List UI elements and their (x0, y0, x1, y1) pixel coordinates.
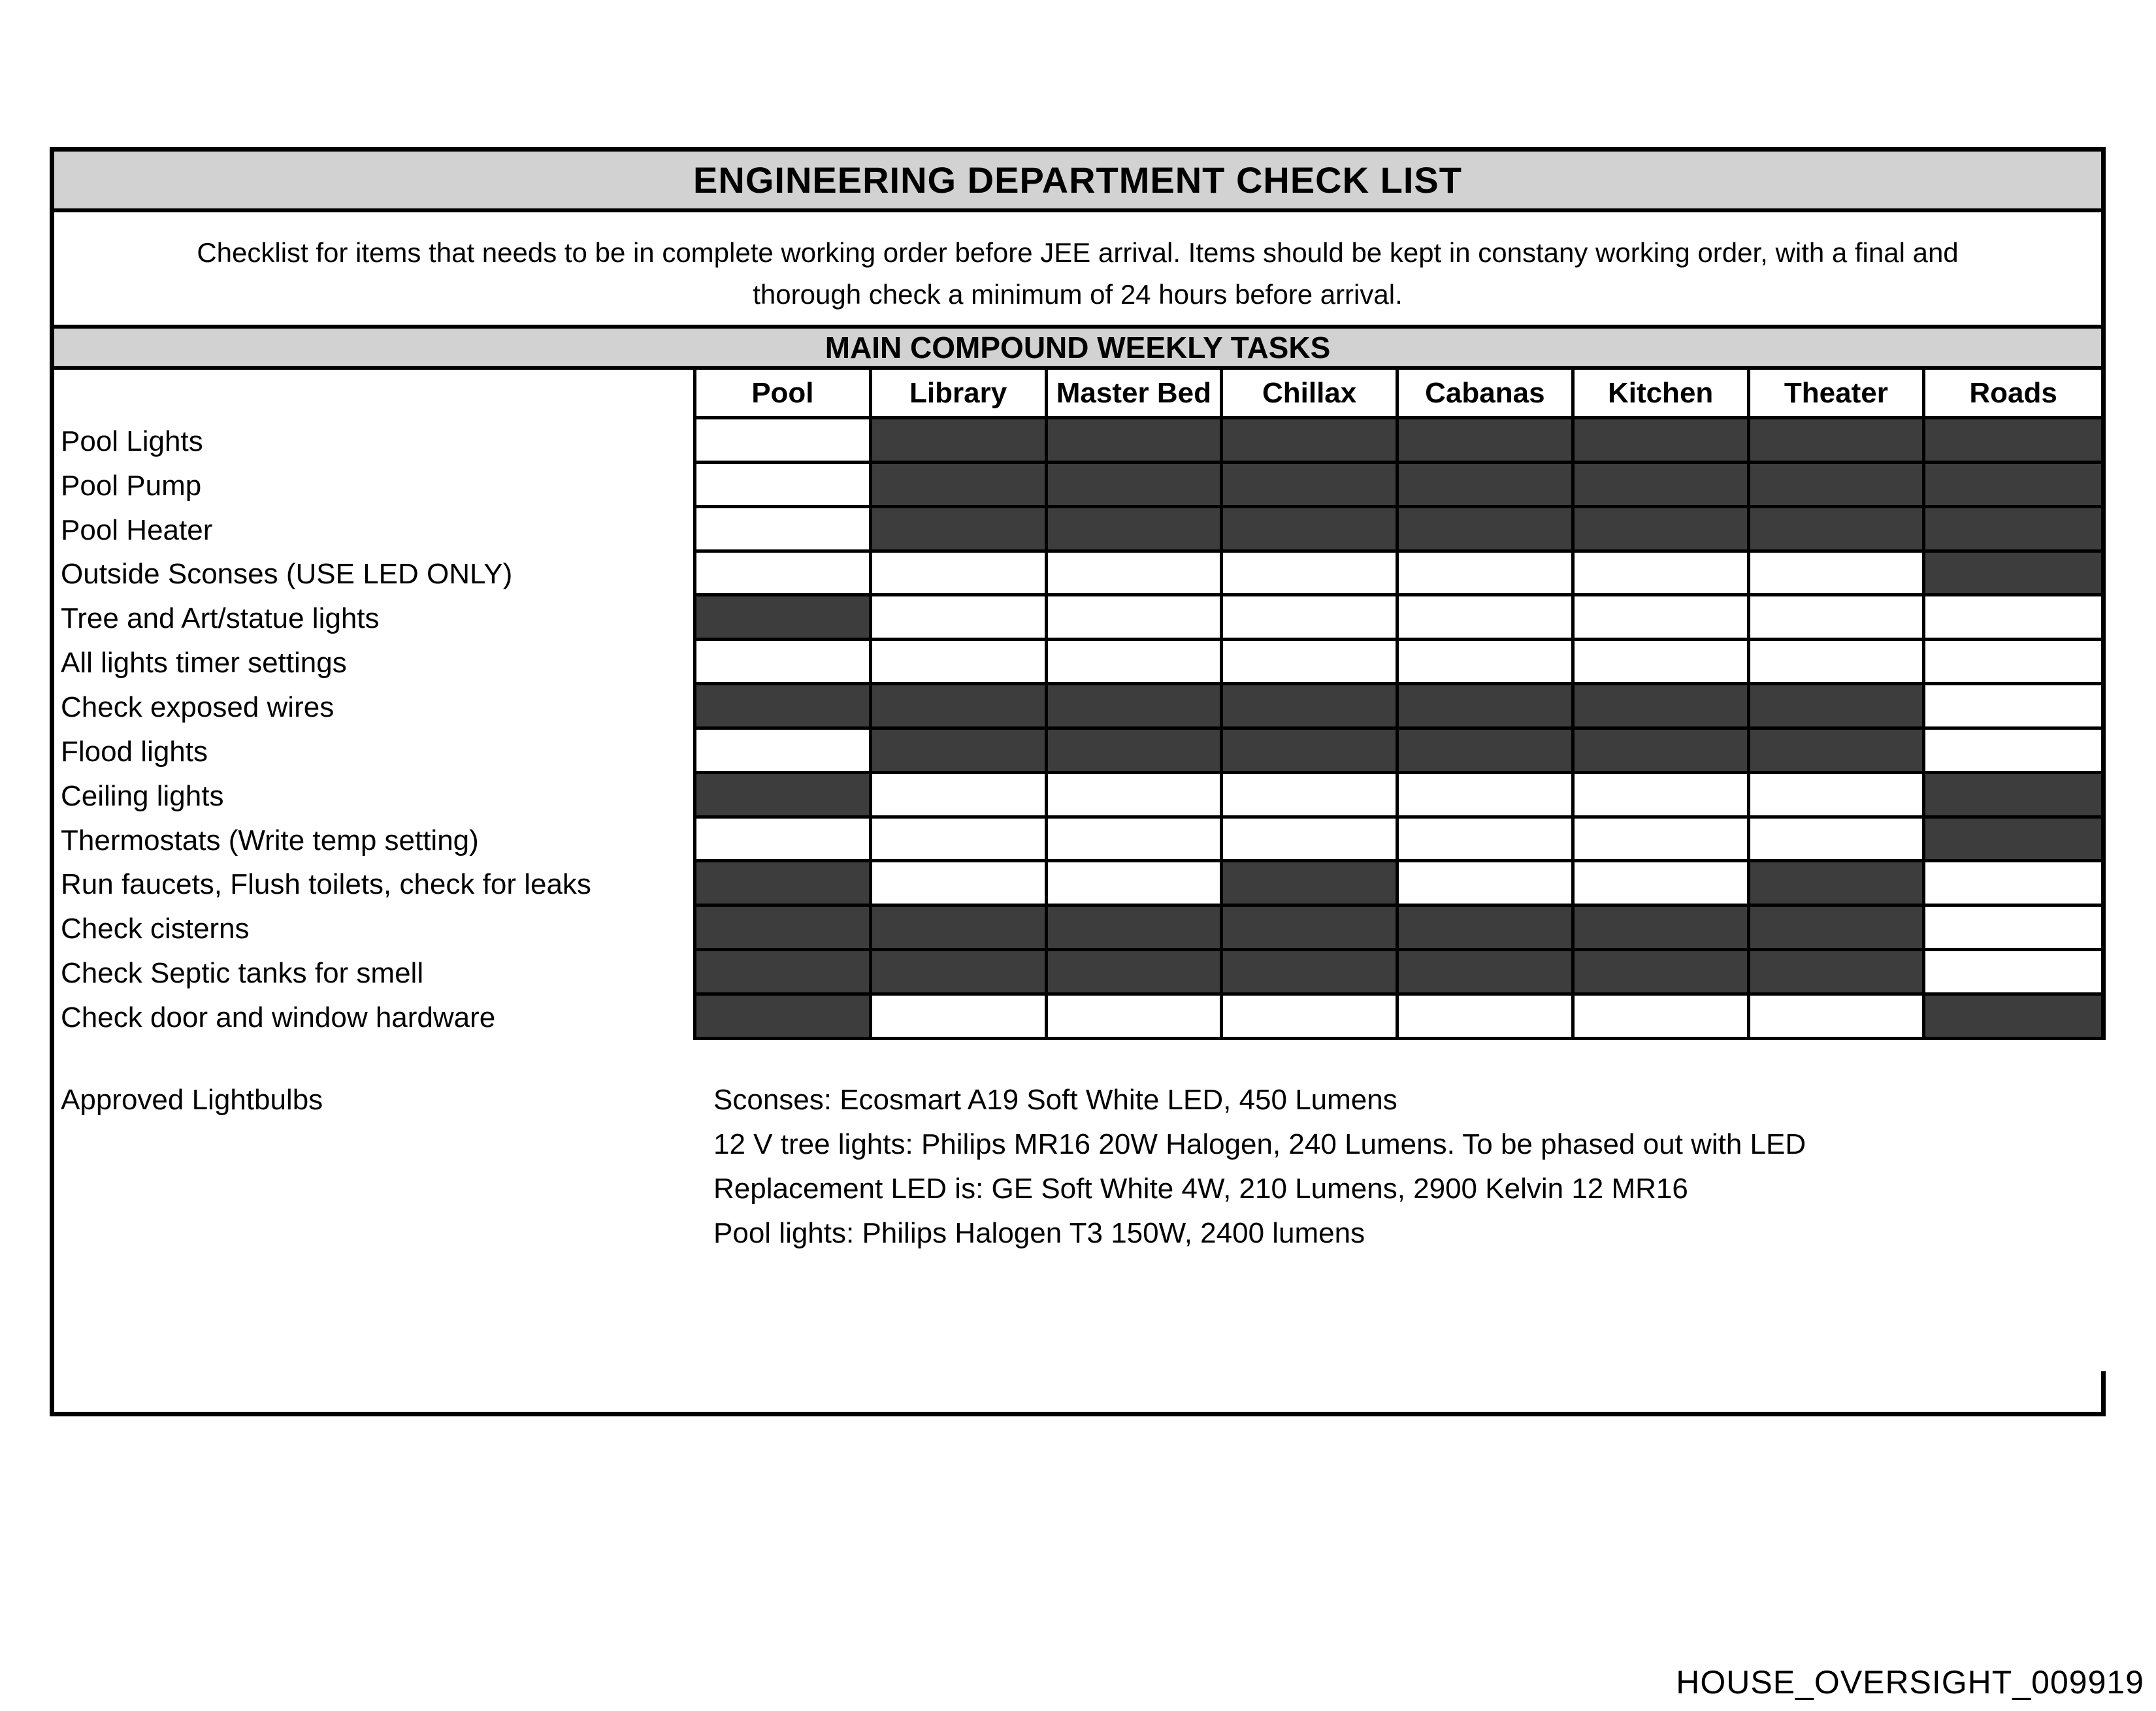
column-header-chillax: Chillax (1223, 370, 1399, 419)
task-cell-shaded (696, 951, 872, 996)
column-header-roads: Roads (1925, 370, 2101, 419)
task-cell-open (1048, 596, 1224, 641)
task-cell-open (1750, 774, 1926, 819)
task-cell-shaded (1048, 951, 1224, 996)
task-cell-open (872, 996, 1048, 1040)
row-label: Flood lights (54, 730, 696, 774)
row-label: Check Septic tanks for smell (54, 951, 696, 996)
task-cell-open (1223, 596, 1399, 641)
row-label: Thermostats (Write temp setting) (54, 819, 696, 863)
task-cell-shaded (1575, 907, 1750, 951)
row-label: Tree and Art/statue lights (54, 596, 696, 641)
table-header-row (54, 370, 2101, 419)
task-cell-open (1750, 641, 1926, 685)
task-cell-open (872, 862, 1048, 907)
column-header-theater: Theater (1750, 370, 1926, 419)
task-cell-open (1048, 641, 1224, 685)
task-cell-shaded (1223, 685, 1399, 730)
task-cell-shaded (1575, 508, 1750, 553)
task-cell-open (1048, 774, 1224, 819)
border-tick (2101, 1371, 2106, 1412)
task-cell-shaded (1048, 685, 1224, 730)
lightbulb-spec-line: 12 V tree lights: Philips MR16 20W Halogen, 240 Lumens. To be phased out with LED (713, 1128, 1806, 1160)
task-cell-open (1925, 641, 2101, 685)
row-label: All lights timer settings (54, 641, 696, 685)
task-cell-shaded (1048, 464, 1224, 508)
table-row (54, 774, 2101, 819)
title-bar (54, 152, 2101, 212)
row-label: Check door and window hardware (54, 996, 696, 1040)
task-cell-open (1925, 862, 2101, 907)
task-cell-shaded (1048, 419, 1224, 464)
task-cell-shaded (1399, 464, 1575, 508)
task-cell-shaded (1925, 508, 2101, 553)
task-cell-shaded (1750, 419, 1926, 464)
task-cell-open (1925, 685, 2101, 730)
lightbulb-spec-list (696, 1078, 1806, 1256)
row-label: Run faucets, Flush toilets, check for leaks (54, 862, 696, 907)
table-row (54, 730, 2101, 774)
table-body (54, 419, 2101, 1040)
row-label: Ceiling lights (54, 774, 696, 819)
task-cell-open (872, 641, 1048, 685)
task-cell-open (1750, 996, 1926, 1040)
task-cell-open (872, 553, 1048, 597)
task-cell-shaded (1575, 951, 1750, 996)
task-cell-shaded (872, 464, 1048, 508)
table-row (54, 508, 2101, 553)
task-cell-open (1925, 730, 2101, 774)
task-cell-shaded (1048, 907, 1224, 951)
table-row (54, 996, 2101, 1040)
task-cell-shaded (1223, 730, 1399, 774)
task-cell-shaded (1750, 862, 1926, 907)
task-cell-open (1223, 553, 1399, 597)
task-cell-shaded (696, 996, 872, 1040)
table-row (54, 419, 2101, 464)
task-cell-shaded (872, 730, 1048, 774)
table-row (54, 464, 2101, 508)
task-cell-open (1223, 774, 1399, 819)
task-cell-shaded (1223, 419, 1399, 464)
task-cell-shaded (696, 907, 872, 951)
task-cell-shaded (1925, 419, 2101, 464)
task-cell-shaded (1575, 730, 1750, 774)
approved-lightbulbs-section (54, 1078, 2106, 1256)
table-row (54, 553, 2101, 597)
task-cell-shaded (1399, 685, 1575, 730)
task-cell-open (1925, 951, 2101, 996)
task-cell-open (1575, 819, 1750, 863)
task-cell-shaded (872, 907, 1048, 951)
task-cell-open (872, 774, 1048, 819)
task-cell-open (1575, 553, 1750, 597)
task-cell-open (1575, 596, 1750, 641)
task-cell-open (1223, 641, 1399, 685)
page-title: ENGINEERING DEPARTMENT CHECK LIST (693, 159, 1462, 201)
document-frame (50, 147, 2106, 1416)
section-header: MAIN COMPOUND WEEKLY TASKS (825, 330, 1331, 365)
task-cell-open (1048, 553, 1224, 597)
column-header-master-bed: Master Bed (1048, 370, 1224, 419)
task-cell-open (1399, 774, 1575, 819)
task-cell-open (1048, 996, 1224, 1040)
task-cell-open (1399, 641, 1575, 685)
task-cell-open (1750, 553, 1926, 597)
task-cell-open (1575, 641, 1750, 685)
task-cell-open (1399, 862, 1575, 907)
task-cell-shaded (1223, 508, 1399, 553)
task-cell-shaded (696, 774, 872, 819)
table-row (54, 862, 2101, 907)
description-line: Checklist for items that needs to be in complete working order before JEE arrival. Items should be kept in constany working order, with a final and (197, 237, 1959, 268)
task-cell-open (1399, 996, 1575, 1040)
task-cell-shaded (1575, 419, 1750, 464)
task-cell-shaded (1925, 819, 2101, 863)
column-header-kitchen: Kitchen (1575, 370, 1750, 419)
task-cell-open (872, 596, 1048, 641)
row-label: Check exposed wires (54, 685, 696, 730)
section-header-bar (54, 329, 2101, 370)
row-label: Outside Sconses (USE LED ONLY) (54, 553, 696, 597)
row-label: Pool Heater (54, 508, 696, 553)
task-cell-open (1048, 862, 1224, 907)
row-label: Pool Pump (54, 464, 696, 508)
task-cell-shaded (1925, 553, 2101, 597)
task-cell-open (1925, 907, 2101, 951)
task-cell-shaded (1925, 774, 2101, 819)
table-row (54, 907, 2101, 951)
task-cell-shaded (1750, 685, 1926, 730)
approved-lightbulbs-label: Approved Lightbulbs (61, 1084, 323, 1116)
task-cell-shaded (1223, 951, 1399, 996)
checklist-upper-section (54, 147, 2106, 1040)
task-cell-shaded (1223, 907, 1399, 951)
table-row (54, 819, 2101, 863)
lightbulb-spec-line: Sconses: Ecosmart A19 Soft White LED, 450 Lumens (713, 1084, 1397, 1116)
table-row (54, 685, 2101, 730)
table-row (54, 951, 2101, 996)
task-cell-open (1750, 596, 1926, 641)
task-cell-shaded (872, 685, 1048, 730)
task-cell-open (1575, 774, 1750, 819)
task-cell-open (696, 641, 872, 685)
task-cell-shaded (696, 862, 872, 907)
task-cell-open (1575, 862, 1750, 907)
task-cell-shaded (1575, 464, 1750, 508)
task-cell-open (696, 819, 872, 863)
task-cell-shaded (1399, 419, 1575, 464)
task-cell-shaded (1399, 508, 1575, 553)
header-spacer-cell (54, 370, 696, 419)
task-cell-open (696, 419, 872, 464)
table-row (54, 596, 2101, 641)
task-cell-shaded (1750, 951, 1926, 996)
task-cell-shaded (1925, 464, 2101, 508)
description-block (54, 212, 2101, 329)
task-cell-shaded (872, 951, 1048, 996)
task-cell-shaded (1750, 464, 1926, 508)
task-cell-open (696, 553, 872, 597)
document-id: HOUSE_OVERSIGHT_009919 (1676, 1664, 2144, 1701)
task-cell-shaded (1575, 685, 1750, 730)
task-cell-open (1575, 996, 1750, 1040)
task-cell-shaded (1750, 907, 1926, 951)
task-cell-shaded (872, 508, 1048, 553)
task-cell-open (1223, 996, 1399, 1040)
task-cell-shaded (872, 419, 1048, 464)
task-cell-open (1925, 596, 2101, 641)
description-line: thorough check a minimum of 24 hours before arrival. (753, 279, 1403, 310)
task-cell-open (1223, 819, 1399, 863)
task-cell-shaded (1048, 730, 1224, 774)
task-cell-open (1399, 819, 1575, 863)
task-cell-open (696, 464, 872, 508)
column-header-cabanas: Cabanas (1399, 370, 1575, 419)
lightbulb-spec-line: Pool lights: Philips Halogen T3 150W, 2400 lumens (713, 1217, 1365, 1249)
task-cell-shaded (1399, 730, 1575, 774)
task-cell-open (1399, 553, 1575, 597)
task-cell-shaded (696, 685, 872, 730)
task-cell-open (696, 730, 872, 774)
task-cell-shaded (1399, 951, 1575, 996)
task-cell-open (1399, 596, 1575, 641)
task-cell-shaded (1048, 508, 1224, 553)
task-cell-open (1048, 819, 1224, 863)
task-cell-shaded (1750, 508, 1926, 553)
table-row (54, 641, 2101, 685)
task-cell-open (872, 819, 1048, 863)
task-cell-open (1750, 819, 1926, 863)
row-label: Pool Lights (54, 419, 696, 464)
task-cell-open (696, 508, 872, 553)
task-cell-shaded (1223, 862, 1399, 907)
column-header-pool: Pool (696, 370, 872, 419)
task-cell-shaded (1223, 464, 1399, 508)
lightbulb-spec-line: Replacement LED is: GE Soft White 4W, 210 Lumens, 2900 Kelvin 12 MR16 (713, 1173, 1688, 1205)
row-label: Check cisterns (54, 907, 696, 951)
task-cell-shaded (1750, 730, 1926, 774)
task-cell-shaded (696, 596, 872, 641)
column-header-library: Library (872, 370, 1048, 419)
task-cell-shaded (1925, 996, 2101, 1040)
task-cell-shaded (1399, 907, 1575, 951)
